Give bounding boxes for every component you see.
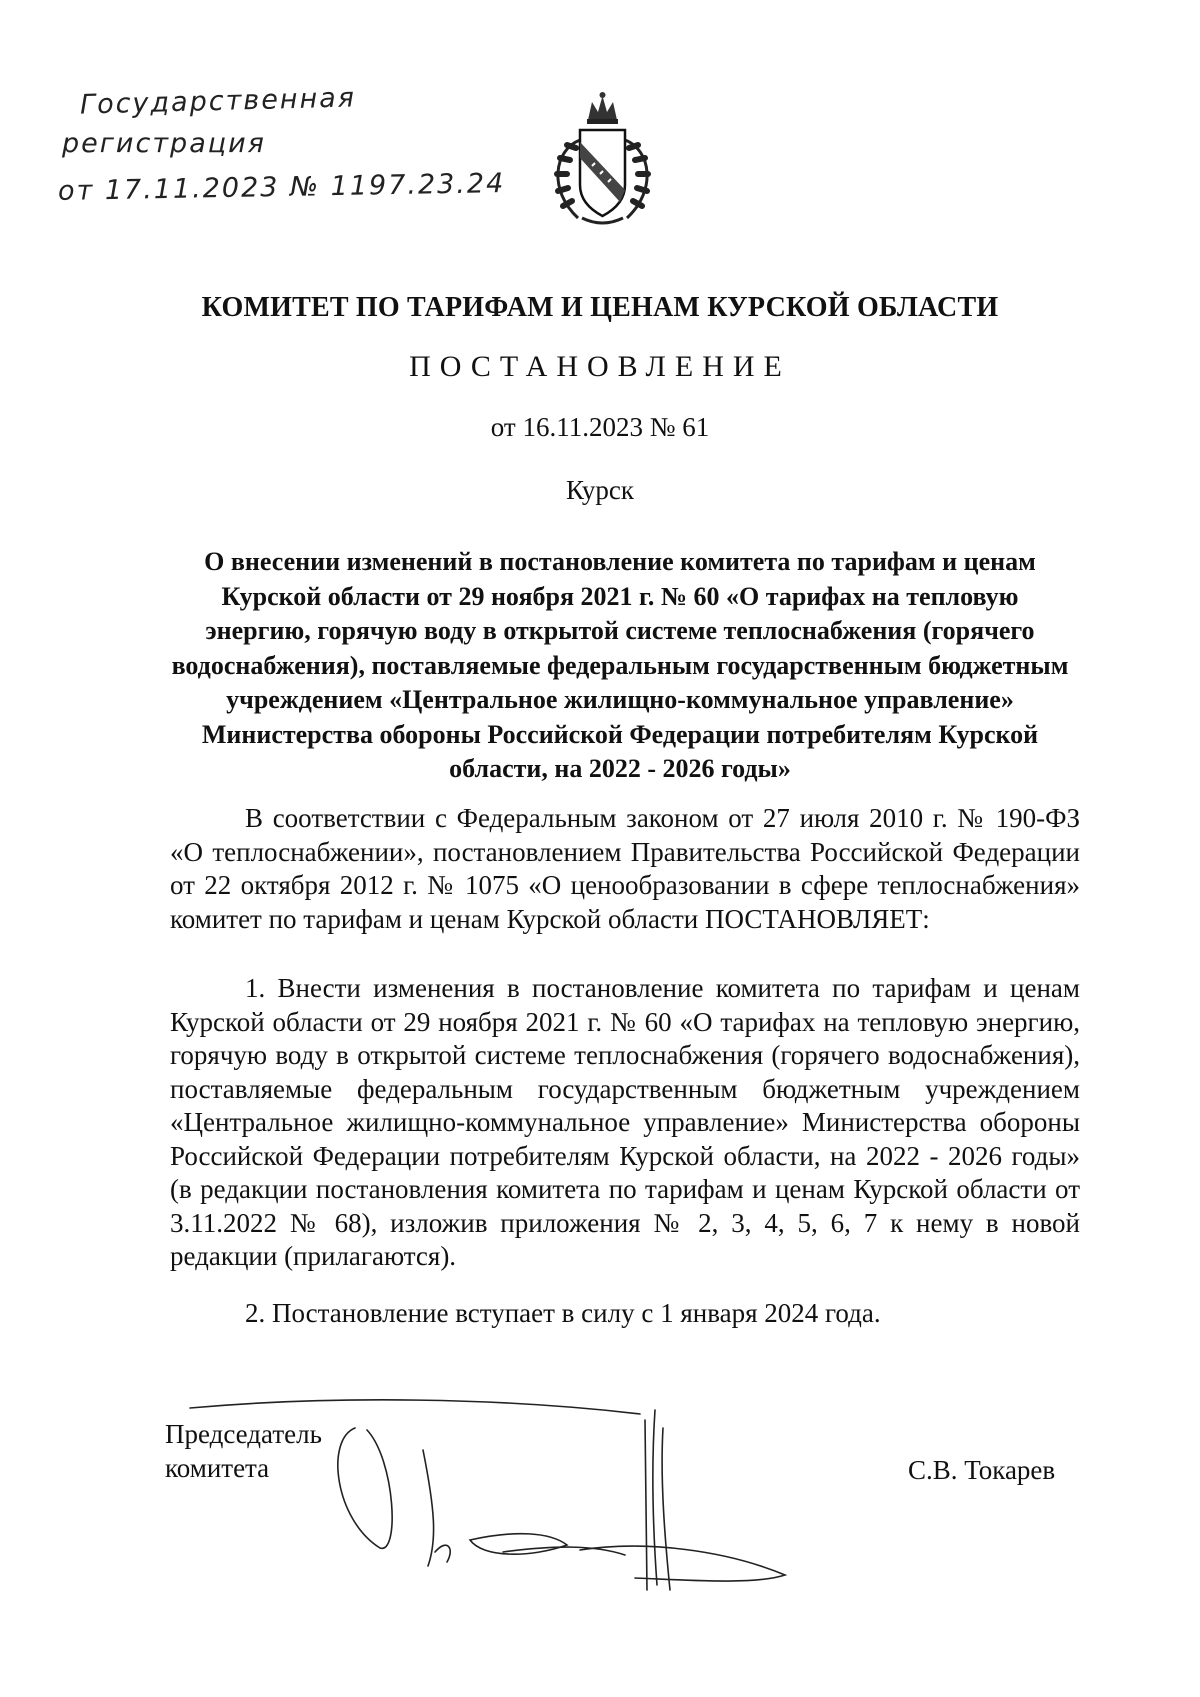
document-date-number: от 16.11.2023 № 61 [490,412,710,442]
document-city: Курск [565,475,635,505]
item-2-paragraph: 2. Постановление вступает в силу с 1 января 2024 года. [245,1298,881,1328]
signatory-title-line1: Председатель [165,1419,322,1449]
handwritten-signature [185,1380,805,1600]
document-subject: О внесении изменений в постановление комитета по тарифам и ценам Курской области от 29 ноября 2021 г. № 60 «О тарифах на тепловую энергию, горячую воду в открытой системе теплоснабжения (горячего водоснабжения), поставляемые федеральным государственным бюджетным учреждением «Центральное жилищно-коммунальное управление» Министерства обороны Российской Федерации потребителям Курской области, на 2022 - 2026 годы» [171,547,1069,783]
intro-paragraph: В соответствии с Федеральным законом от 27 июля 2010 г. № 190-ФЗ «О теплоснабжении», постановлением Правительства Российской Федерации от 22 октября 2012 г. № 1075 «О ценообразовании в сфере теплоснабжения» комитет по тарифам и ценам Курской области ПОСТАНОВЛЯЕТ: [170,803,1080,934]
handwritten-note [57,78,506,210]
handwritten-note-line3: от 17.11.2023 № 1197.23.24 [57,168,506,207]
item-1-paragraph: 1. Внести изменения в постановление комитета по тарифам и ценам Курской области от 29 ноября 2021 г. № 60 «О тарифах на тепловую энергию, горячую воду в открытой системе теплоснабжения (горячего водоснабжения), поставляемые федеральным государственным бюджетным учреждением «Центральное жилищно-коммунальное управление» Министерства обороны Российской Федерации потребителям Курской области, на 2022 - 2026 годы» (в редакции постановления комитета по тарифам и ценам Курской области от 3.11.2022 № 68), изложив приложения № 2, 3, 4, 5, 6, 7 к нему в новой редакции (прилагаются). [170,973,1080,1271]
handwritten-note-line2: регистрация [62,128,266,159]
kursk-coat-of-arms-icon [540,90,665,230]
signatory-name: С.В. Токарев [908,1455,1056,1485]
signatory-title-line2: комитета [165,1452,270,1483]
document-type: ПОСТАНОВЛЕНИЕ [409,350,791,383]
handwritten-note-line1: Государственная [79,82,357,121]
committee-title: КОМИТЕТ ПО ТАРИФАМ И ЦЕНАМ КУРСКОЙ ОБЛАСТИ [201,292,999,323]
